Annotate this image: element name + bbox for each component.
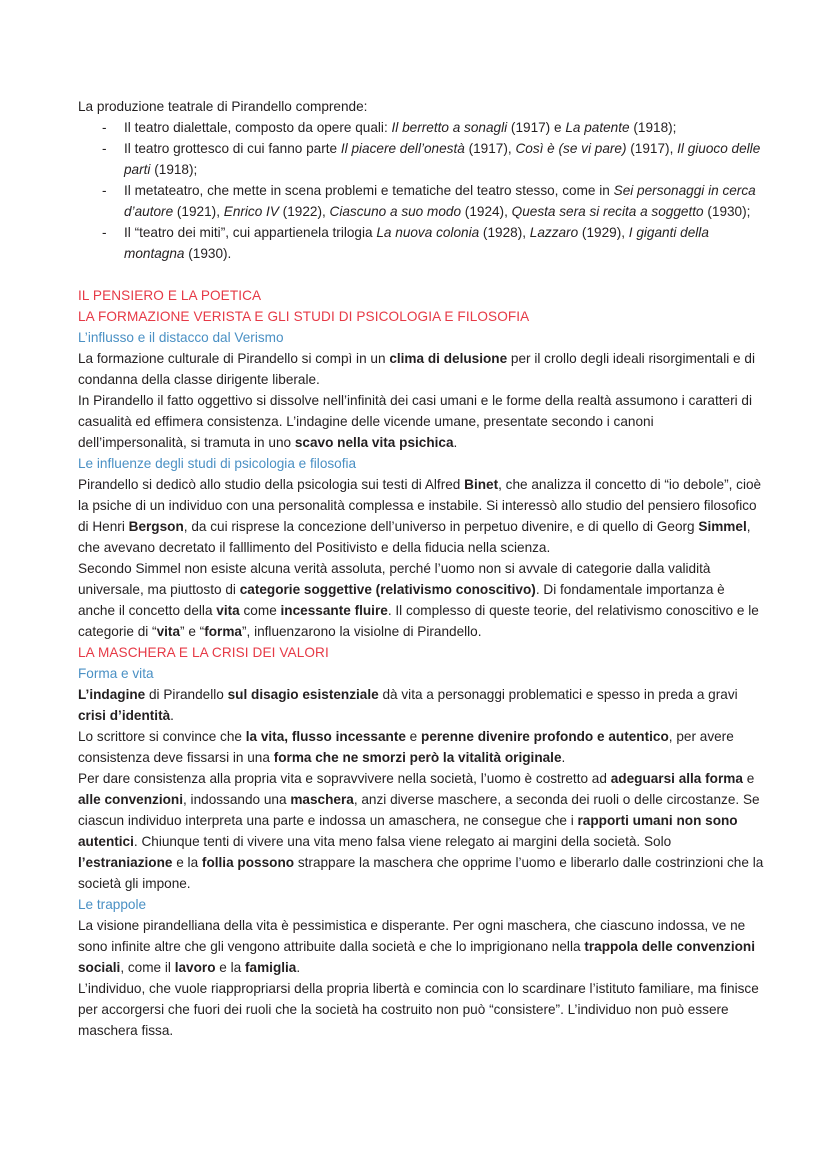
subsection-heading-forma-vita: Forma e vita xyxy=(78,666,154,681)
emphasis-bold: rapporti umani non sono autentici xyxy=(78,813,738,849)
work-title-italic: Il berretto a sonagli xyxy=(391,120,508,135)
text-run: . Il complesso di queste teorie, del relativismo conoscitivo e le categorie di “ xyxy=(78,603,759,639)
emphasis-bold: alle convenzioni xyxy=(78,792,183,807)
text-run: Il metateatro, che mette in scena problemi e tematiche del teatro stesso, come in xyxy=(124,183,614,198)
text-run: , che analizza il concetto di “io debole”, cioè la psiche di un individuo con una personalità complessa e instabile. Si interessò allo studio del pensiero filosofico di Henri xyxy=(78,477,762,534)
text-run: (1924), xyxy=(461,204,512,219)
text-run: e xyxy=(742,771,755,786)
text-run: . xyxy=(453,435,458,450)
emphasis-bold: trappola delle convenzioni sociali xyxy=(78,939,756,975)
work-title-italic: Questa sera si recita a soggetto xyxy=(511,204,704,219)
text-run: , indossando una xyxy=(183,792,291,807)
text-run: come xyxy=(239,603,281,618)
text-run: La formazione culturale di Pirandello si compì in un xyxy=(78,351,390,366)
paragraph-para-formazione xyxy=(78,348,765,390)
text-run: e la xyxy=(215,960,245,975)
text-run: ” e “ xyxy=(180,624,205,639)
emphasis-bold: crisi d’identità xyxy=(78,708,171,723)
text-run: Secondo Simmel non esiste alcuna verità assoluta, perché l’uomo non si avvale di categorie dalla validità universale, ma piuttosto di xyxy=(78,561,711,597)
emphasis-bold: maschera xyxy=(290,792,354,807)
paragraph-para-visione xyxy=(78,915,765,978)
work-title-italic: Così è (se vi pare) xyxy=(515,141,627,156)
list-item xyxy=(78,222,765,264)
list-bullet-dash: - xyxy=(102,141,107,156)
emphasis-bold: vita xyxy=(156,624,181,639)
section-heading-pensiero-poetica: IL PENSIERO E LA POETICA xyxy=(78,288,262,303)
work-title-italic: Il giuoco delle parti xyxy=(124,141,761,177)
text-run: . xyxy=(296,960,301,975)
text-run: (1918); xyxy=(150,162,198,177)
text-run: Il “teatro dei miti”, cui appartienela trilogia xyxy=(124,225,377,240)
emphasis-bold: vita xyxy=(216,603,240,618)
text-run: Per dare consistenza alla propria vita e sopravvivere nella società, l’uomo è costretto ad xyxy=(78,771,611,786)
work-title-italic: Ciascuno a suo modo xyxy=(329,204,462,219)
list-item-text xyxy=(124,120,676,135)
text-run: Il teatro grottesco di cui fanno parte xyxy=(124,141,341,156)
work-title-italic: Sei personaggi in cerca d’autore xyxy=(124,183,756,219)
emphasis-bold: forma che ne smorzi però la vitalità originale xyxy=(273,750,562,765)
section-heading-maschera-crisi: LA MASCHERA E LA CRISI DEI VALORI xyxy=(78,645,329,660)
emphasis-bold: sul disagio esistenziale xyxy=(227,687,379,702)
text-run: (1922), xyxy=(278,204,330,219)
text-run: (1928), xyxy=(479,225,530,240)
emphasis-bold: Simmel xyxy=(698,519,747,534)
text-run: La visione pirandelliana della vita è pessimistica e disperante. Per ogni maschera, che ciascuno indossa, ve ne sono infinite altre che gli vengono attribuite dalla società e che lo imprigionano nella xyxy=(78,918,746,954)
emphasis-bold: Bergson xyxy=(128,519,184,534)
work-title-italic: Lazzaro xyxy=(529,225,579,240)
paragraph-para-individuo xyxy=(78,978,765,1041)
sections-container xyxy=(78,285,765,1041)
text-run: di Pirandello xyxy=(145,687,228,702)
list-item xyxy=(78,138,765,180)
subsection-heading-le-trappole: Le trappole xyxy=(78,897,147,912)
emphasis-bold: la vita, flusso incessante xyxy=(245,729,406,744)
emphasis-bold: scavo nella vita psichica xyxy=(294,435,454,450)
theatre-works-list xyxy=(78,117,765,264)
text-run: e xyxy=(405,729,422,744)
text-run: Il teatro dialettale, composto da opere quali: xyxy=(124,120,392,135)
text-run: . Di fondamentale importanza è anche il concetto della xyxy=(78,582,725,618)
emphasis-bold: L’indagine xyxy=(78,687,146,702)
list-bullet-dash: - xyxy=(102,120,107,135)
work-title-italic: La nuova colonia xyxy=(376,225,480,240)
text-run: . xyxy=(561,750,566,765)
list-item-text xyxy=(124,225,709,261)
work-title-italic: Il piacere dell’onestà xyxy=(340,141,465,156)
document-body xyxy=(78,96,765,1041)
work-title-italic: Enrico IV xyxy=(223,204,279,219)
text-run: , anzi diverse maschere, a seconda dei ruoli o delle circostanze. Se ciascun individuo interpreta una parte e indossa un amaschera, ne consegue che i xyxy=(78,792,760,828)
text-run: strappare la maschera che opprime l’uomo e liberarlo dalle costrinzioni che la società gli impone. xyxy=(78,855,764,891)
paragraph-para-scrittore xyxy=(78,726,765,768)
list-item-text xyxy=(124,141,760,177)
emphasis-bold: Binet xyxy=(464,477,499,492)
text-run: , come il xyxy=(120,960,175,975)
text-run: ”, influenzarono la visiolne di Pirandello. xyxy=(241,624,482,639)
emphasis-bold: adeguarsi alla forma xyxy=(610,771,743,786)
text-run: , per avere consistenza deve fissarsi in una xyxy=(78,729,734,765)
paragraph-para-indagine xyxy=(78,684,765,726)
paragraph-para-consistenza xyxy=(78,768,765,894)
text-run: , che avevano decretato il falllimento del Positivisto e della fiducia nella scienza. xyxy=(78,519,751,555)
paragraph-para-binet xyxy=(78,474,765,558)
text-run: (1917), xyxy=(464,141,516,156)
work-title-italic: I giganti della montagna xyxy=(124,225,709,261)
emphasis-bold: famiglia xyxy=(245,960,297,975)
text-run: In Pirandello il fatto oggettivo si dissolve nell’infinità dei casi umani e le forme della realtà assumono i caratteri di casualità ed effimera consistenza. L’indagine delle vicende umane, presentate secondo i canoni dell’impersonalità, si tramuta in uno xyxy=(78,393,752,450)
paragraph-para-oggettivo xyxy=(78,390,765,453)
text-run: (1929), xyxy=(578,225,629,240)
subsection-heading-influsso-verismo: L’influsso e il distacco dal Verismo xyxy=(78,330,284,345)
text-run: e la xyxy=(172,855,202,870)
list-bullet-dash: - xyxy=(102,183,107,198)
text-run: (1930). xyxy=(184,246,232,261)
text-run: , da cui risprese la concezione dell’universo in perpetuo divenire, e di quello di Georg xyxy=(183,519,699,534)
text-run: per il crollo degli ideali risorgimentali e di condanna della classe dirigente liberale. xyxy=(78,351,755,387)
text-run: . Chiunque tenti di vivere una vita meno falsa viene relegato ai margini della società. Solo xyxy=(133,834,672,849)
list-item xyxy=(78,180,765,222)
emphasis-bold: categorie soggettive (relativismo conoscitivo) xyxy=(239,582,536,597)
text-run: . xyxy=(170,708,174,723)
section-spacer xyxy=(78,264,765,285)
paragraph-para-simmel xyxy=(78,558,765,642)
list-item-text xyxy=(124,183,756,219)
text-run: (1917), xyxy=(626,141,678,156)
intro-line: La produzione teatrale di Pirandello comprende: xyxy=(78,99,368,114)
work-title-italic: La patente xyxy=(565,120,630,135)
list-bullet-dash: - xyxy=(102,225,107,240)
section-heading-formazione-verista: LA FORMAZIONE VERISTA E GLI STUDI DI PSICOLOGIA E FILOSOFIA xyxy=(78,309,530,324)
text-run: (1930); xyxy=(703,204,751,219)
emphasis-bold: incessante fluire xyxy=(280,603,388,618)
emphasis-bold: lavoro xyxy=(174,960,216,975)
text-run: L’individuo, che vuole riappropriarsi della propria libertà e comincia con lo scardinare l’istituto familiare, ma finisce per accorgersi che fuori dei ruoli che la società ha costruito non può “consistere”. L’individuo non può essere maschera fissa. xyxy=(78,981,759,1038)
subsection-heading-influenze-psicologia: Le influenze degli studi di psicologia e filosofia xyxy=(78,456,357,471)
text-run: dà vita a personaggi problematici e spesso in preda a gravi xyxy=(378,687,738,702)
emphasis-bold: clima di delusione xyxy=(389,351,508,366)
text-run: (1917) e xyxy=(507,120,566,135)
text-run: (1918); xyxy=(629,120,677,135)
emphasis-bold: perenne divenire profondo e autentico xyxy=(421,729,669,744)
emphasis-bold: l’estraniazione xyxy=(78,855,173,870)
emphasis-bold: forma xyxy=(204,624,242,639)
list-item xyxy=(78,117,765,138)
text-run: (1921), xyxy=(173,204,224,219)
text-run: Lo scrittore si convince che xyxy=(78,729,246,744)
emphasis-bold: follia possono xyxy=(201,855,295,870)
text-run: Pirandello si dedicò allo studio della psicologia sui testi di Alfred xyxy=(78,477,465,492)
